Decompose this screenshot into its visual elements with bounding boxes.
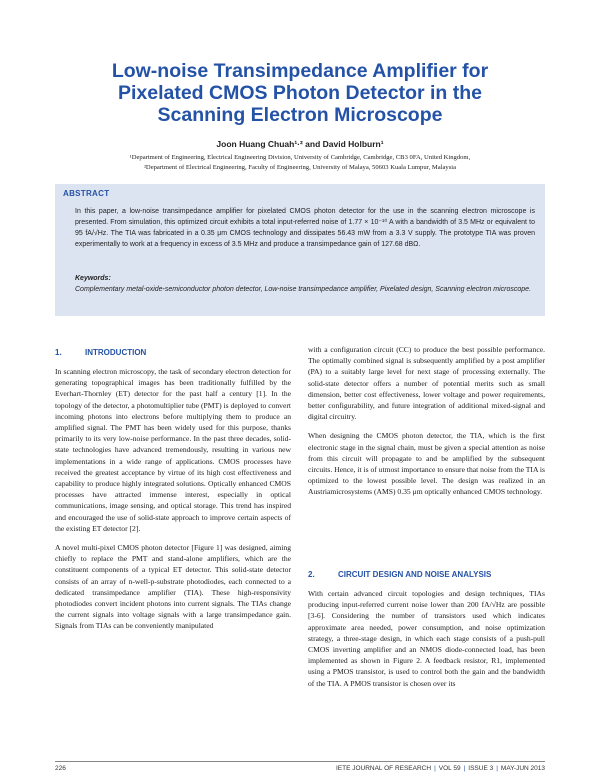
right-column-bottom: [308, 588, 545, 697]
paragraph: In scanning electron microscopy, the task of secondary electron detection for generating topographical images has been traditionally fulfilled by the Everhart-Thornley (ET) detector for the past half a century [1]. In the topology of the detector, a photomultiplier tube (PMT) is deployed to convert incoming photons into electrons before multiplying them to produce an amplified signal. The PMT has been widely used for this purpose, thanks primarily to its very low-noise performance. In the past three decades, solid-state technologies have advanced tremendously, resulting in various new implementations in a wide range of applications. CMOS processes have received the greatest acceptance by virtue of its high cost effectiveness and capability to produce highly integrated solutions. Optically enhanced CMOS processes have attracted immense interest, especially in optical communications, image sensing, and optical storage. This trend has inspired and encouraged the use of solid-state approach to improve certain aspects of the existing ET detector [2].: [55, 367, 291, 533]
authors: Joon Huang Chuah¹·² and David Holburn¹: [216, 139, 384, 149]
abstract-heading: ABSTRACT: [63, 189, 110, 198]
paper-title: [60, 60, 540, 126]
title-line: Scanning Electron Microscope: [157, 104, 443, 126]
left-column: [55, 366, 291, 640]
affiliation-1: ¹Department of Engineering, Electrical Engineering Division, University of Cambridge, Cambridge, CB3 0FA, United Kingdom,: [129, 154, 471, 161]
page-number: 226: [55, 765, 66, 772]
paragraph: With certain advanced circuit topologies and design techniques, TIAs producing input-referred current noise lower than 200 fA/√Hz are possible [3-6]. Considering the number of transistors used which indicates approximate area needed, power consumption, and noise optimization strategy, a three-stage design, in which each stage consists of a push-pull CMOS inverting amplifier and an NMOS diode-connected load, has been implemented as shown in Figure 2. A feedback resistor, R1, implemented using a PMOS transistor, is used to control both the gain and the bandwidth of the TIA. A PMOS transistor is chosen over its: [308, 589, 545, 688]
paragraph: with a configuration circuit (CC) to produce the best possible performance. The optimally combined signal is subsequently amplified by a post amplifier (PA) to a suitably large level for next stage of processing externally. The solid-state detector offers a number of potential merits such as small dimension, better cost effectiveness, lower voltage and power requirements, better configurability, and future integration of additional mixed-signal and digital circuitry.: [308, 345, 545, 422]
abstract-text: In this paper, a low-noise transimpedance amplifier for pixelated CMOS photon detector for the use in the scanning electron microscope is presented. From simulation, this optimized circuit exhibits a total input-referred noise of 1.77 × 10⁻¹⁰ A with a bandwidth of 3.5 MHz or equivalent to 95 fA/√Hz. The TIA was fabricated in a 0.35 μm CMOS technology and dissipates 56.43 mW from a 3.3 V supply. The prototype TIA was proven experimentally to work at a frequency in excess of 3.5 MHz and produce a transimpedance gain of 127.68 dBΩ.: [75, 208, 535, 248]
affiliation-2: ²Department of Electrical Engineering, Faculty of Engineering, University of Malaya, 50603 Kuala Lumpur, Malaysia: [143, 164, 457, 171]
abstract-box: [55, 184, 545, 316]
journal-volume: VOL 59: [438, 765, 461, 772]
section-1-heading: [55, 348, 146, 357]
keywords-text: Complementary metal-oxide-semiconductor photon detector, Low-noise transimpedance amplifier, Pixelated design, Scanning electron microscope.: [75, 286, 532, 293]
journal-issue: ISSUE 3: [468, 765, 494, 772]
section-title: INTRODUCTION: [85, 348, 147, 357]
keywords-heading: Keywords:: [75, 275, 111, 282]
section-number: 1.: [55, 348, 62, 357]
footer-divider: [55, 761, 545, 762]
paragraph: When designing the CMOS photon detector, the TIA, which is the first electronic stage in the signal chain, must be given a special attention as noise from this circuit will propagate to and be amplified by the subsequent circuits. Hence, it is of utmost importance to ensure that noise from the TIA is optimized to the lowest possible level. The design was realized in an Austriamicrosystems (AMS) 0.35 μm optically enhanced CMOS technology.: [308, 431, 545, 497]
title-line: Pixelated CMOS Photon Detector in the: [117, 82, 483, 104]
section-title: CIRCUIT DESIGN AND NOISE ANALYSIS: [338, 570, 492, 579]
title-line: Low-noise Transimpedance Amplifier for: [111, 60, 489, 82]
journal-name: IETE JOURNAL OF RESEARCH: [335, 765, 432, 772]
section-number: 2.: [308, 570, 315, 579]
paragraph: A novel multi-pixel CMOS photon detector [Figure 1] was designed, aiming chiefly to replace the PMT and stand-alone amplifiers, which are the constituent components of a typical ET detector. This solid-state detector consists of an array of n-well-p-substrate photodiodes, each connected to a dedicated transimpedance amplifier (TIA). These high-responsivity photodiodes convert incident photons into current signals. The TIAs change the current signals into voltage signals with a large transimpedance gain. Signals from TIAs can be conveniently manipulated: [55, 543, 291, 631]
section-2-heading: [308, 570, 491, 579]
right-column-top: [308, 344, 545, 506]
journal-date: MAY-JUN 2013: [500, 765, 545, 772]
journal-footer: IETE JOURNAL OF RESEARCH | VOL 59 | ISSUE 3 | MAY-JUN 2013: [335, 765, 545, 772]
